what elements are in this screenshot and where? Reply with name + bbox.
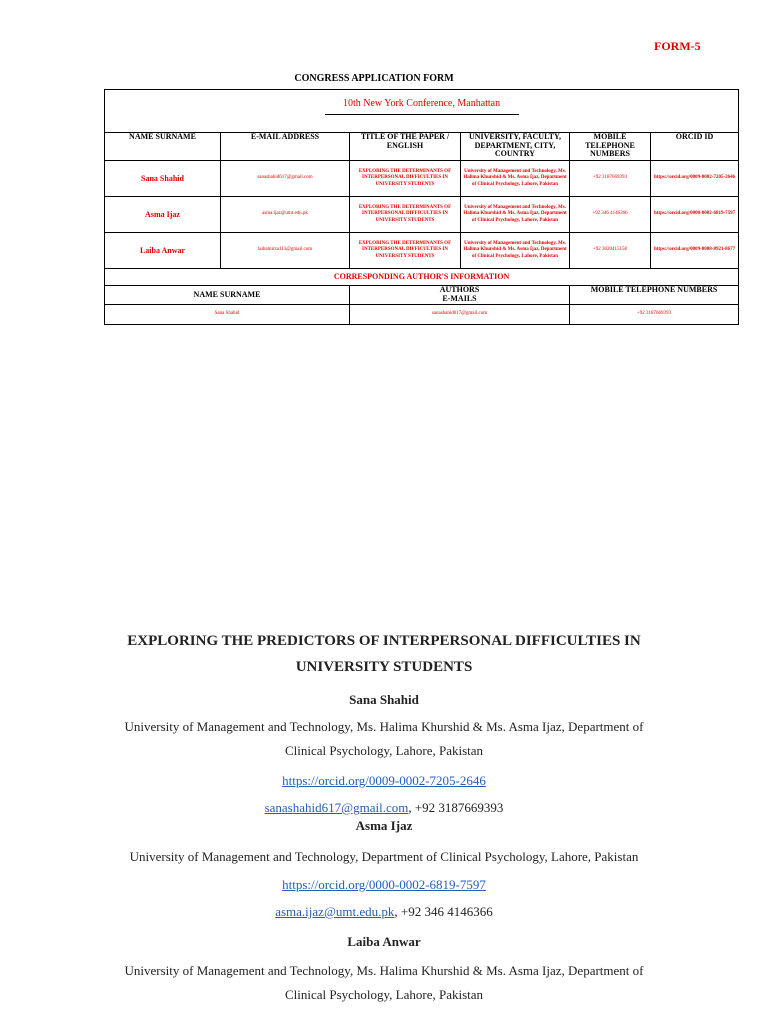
application-form-table <box>104 89 739 325</box>
corresponding-header-emails <box>350 286 570 305</box>
paper-header <box>0 628 768 1007</box>
header-email: E-MAIL ADDRESS <box>221 133 350 161</box>
author-affiliation: University of Management and Technology, Ms. Halima Khurshid & Ms. Asma Ijaz, Department of Clinical Psychology, Lahore, Pakistan <box>124 963 644 1002</box>
author-heading: Sana Shahid <box>349 692 419 707</box>
author-mobile: +92 3020415158 <box>570 233 651 269</box>
author-university: University of Management and Technology, Ms. Halima Khurshid & Ms. Asma Ijaz, Department of Clinical Psychology, Lahore, Pakistan <box>461 233 570 269</box>
form-number: FORM-5 <box>654 39 701 53</box>
corresponding-row <box>105 305 739 325</box>
author-email: laibamirza113@gmail.com <box>221 233 350 269</box>
email-link[interactable]: sanashahid617@gmail.com <box>264 800 409 815</box>
header-mobile: MOBILE TELEPHONE NUMBERS <box>570 133 651 161</box>
table-row <box>105 197 739 233</box>
author-heading: Laiba Anwar <box>347 934 421 949</box>
paper-main-title: EXPLORING THE PREDICTORS OF INTERPERSONAL DIFFICULTIES IN UNIVERSITY STUDENTS <box>127 633 641 675</box>
author-name: Asma Ijaz <box>105 197 221 233</box>
header-university: UNIVERSITY, FACULTY, DEPARTMENT, CITY, COUNTRY <box>461 133 570 161</box>
author-orcid: https://orcid.org/0009-0008-8921-8677 <box>651 233 739 269</box>
corresponding-name: Sana Shahid <box>105 305 350 325</box>
author-email: asma.ijaz@umt.edu.pk <box>221 197 350 233</box>
paper-title: EXPLORING THE DETERMINANTS OF INTERPERSONAL DIFFICULTIES IN UNIVERSITY STUDENTS <box>350 233 461 269</box>
author-university: University of Management and Technology, Ms. Halima Khurshid & Ms. Asma Ijaz, Department of Clinical Psychology, Lahore, Pakistan <box>461 197 570 233</box>
corresponding-mobile: +92 3187669393 <box>570 305 739 325</box>
conference-underline <box>325 114 519 115</box>
author-name: Laiba Anwar <box>105 233 221 269</box>
header-title: TITLE OF THE PAPER / ENGLISH <box>350 133 461 161</box>
author-affiliation: University of Management and Technology, Department of Clinical Psychology, Lahore, Pakistan <box>129 849 639 864</box>
author-mobile: +92 3187669393 <box>570 161 651 197</box>
corresponding-section-title: CORRESPONDING AUTHOR'S INFORMATION <box>105 269 739 286</box>
author-phone: , +92 346 4146366 <box>394 904 493 919</box>
corresponding-header-mobile: MOBILE TELEPHONE NUMBERS <box>570 286 739 305</box>
author-email: sanashahid617@gmail.com <box>221 161 350 197</box>
header-name: NAME SURNAME <box>105 133 221 161</box>
orcid-link[interactable]: https://orcid.org/0009-0002-7205-2646 <box>282 773 486 788</box>
conference-name: 10th New York Conference, Manhattan <box>342 98 501 109</box>
author-orcid: https://orcid.org/0009-0002-7205-2646 <box>651 161 739 197</box>
author-affiliation: University of Management and Technology, Ms. Halima Khurshid & Ms. Asma Ijaz, Department of Clinical Psychology, Lahore, Pakistan <box>124 719 644 758</box>
table-header-row <box>105 133 739 161</box>
corresponding-header-name: NAME SURNAME <box>105 286 350 305</box>
corresponding-email: sanashahid617@gmail.com <box>350 305 570 325</box>
table-row <box>105 233 739 269</box>
author-university: University of Management and Technology, Ms. Halima Khurshid & Ms. Asma Ijaz, Department of Clinical Psychology, Lahore, Pakistan <box>461 161 570 197</box>
header-orcid: ORCID ID <box>651 133 739 161</box>
author-heading: Asma Ijaz <box>355 818 413 833</box>
conference-cell <box>105 90 739 133</box>
paper-title: EXPLORING THE DETERMINANTS OF INTERPERSONAL DIFFICULTIES IN UNIVERSITY STUDENTS <box>350 197 461 233</box>
author-name: Sana Shahid <box>105 161 221 197</box>
email-link[interactable]: asma.ijaz@umt.edu.pk <box>275 904 395 919</box>
author-phone: , +92 3187669393 <box>408 800 504 815</box>
corresponding-header-emails-line1: AUTHORS <box>439 285 480 294</box>
corresponding-header-row <box>105 286 739 305</box>
table-row <box>105 161 739 197</box>
paper-title: EXPLORING THE DETERMINANTS OF INTERPERSONAL DIFFICULTIES IN UNIVERSITY STUDENTS <box>350 161 461 197</box>
corresponding-header-emails-line2: E-MAILS <box>442 293 477 303</box>
form-title: CONGRESS APPLICATION FORM <box>294 73 454 84</box>
author-mobile: +92 346 4146366 <box>570 197 651 233</box>
orcid-link[interactable]: https://orcid.org/0000-0002-6819-7597 <box>282 877 486 892</box>
author-orcid: https://orcid.org/0000-0002-6819-7597 <box>651 197 739 233</box>
